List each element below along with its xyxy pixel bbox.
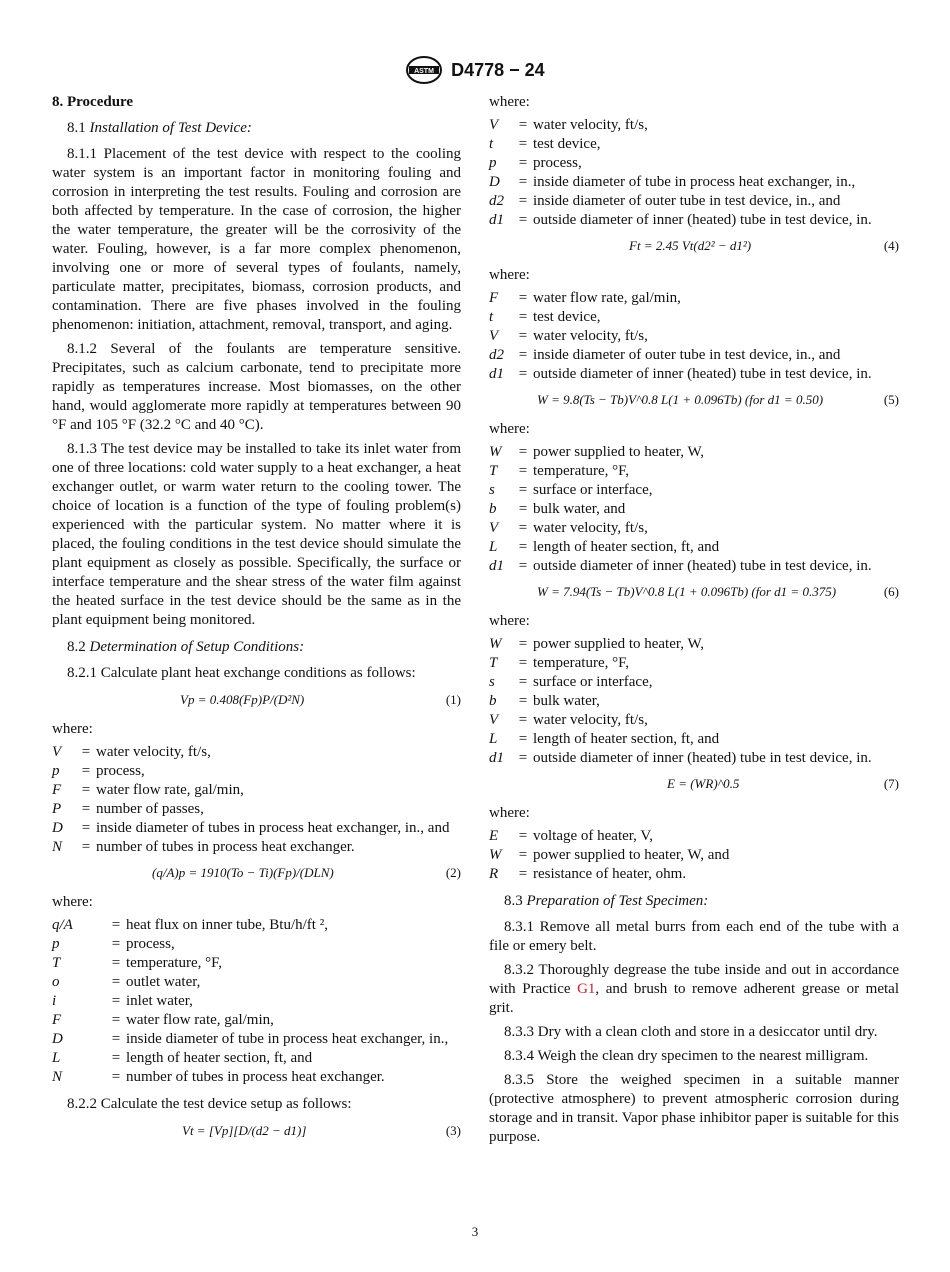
definition: d1 = outside diameter of inner (heated) tube in test device, in. (489, 366, 872, 382)
where-label: where: (489, 267, 530, 283)
definition: F = water flow rate, gal/min, (52, 1012, 274, 1028)
definition: F = water flow rate, gal/min, (489, 290, 681, 306)
subsection-8-1: 8.1 Installation of Test Device: (67, 120, 252, 136)
where-label: where: (489, 613, 530, 629)
paragraph-8-1-2: 8.1.2 Several of the foulants are temperature sensitive. Precipitates, such as calcium carbonate, tend to precipitate more rapidly as temperatures increase. Most biomasses, on the other hand, would agglomerate more rapidly at temperatures between 90 °F and 105 °F (32.2 °C and 40 °C). (52, 341, 461, 433)
definition: L = length of heater section, ft, and (52, 1050, 313, 1066)
definitions-eq2 (52, 916, 461, 1087)
definition: T = temperature, °F, (489, 463, 630, 479)
definition: D = inside diameter of tube in process heat exchanger, in., (489, 174, 856, 190)
document-id: D4778 − 24 (451, 59, 545, 80)
logo-text: ASTM (414, 68, 435, 75)
paragraph-8-3-5: 8.3.5 Store the weighed specimen in a suitable manner (protective atmosphere) to prevent atmospheric corrosion during storage and in transit. Vapor phase inhibitor paper is suitable for this purpose. (489, 1072, 899, 1145)
definitions-eq6 (489, 635, 899, 768)
subsection-8-2: 8.2 Determination of Setup Conditions: (67, 639, 305, 655)
equation-2: (q/A)p = 1910(To − Ti)(Fp)/(DLN) (2) (152, 865, 461, 880)
definition: d1 = outside diameter of inner (heated) tube in test device, in. (489, 212, 872, 228)
definition: p = process, (489, 155, 582, 171)
definition: L = length of heater section, ft, and (489, 539, 720, 555)
definition: V = water velocity, ft/s, (52, 744, 211, 760)
definition: t = test device, (489, 309, 601, 325)
definition: D = inside diameter of tubes in process heat exchanger, in., and (52, 820, 450, 836)
definition: p = process, (52, 936, 175, 952)
equation-6: W = 7.94(Ts − Tb)V^0.8 L(1 + 0.096Tb) (for d1 = 0.375) (6) (537, 584, 899, 599)
definition: F = water flow rate, gal/min, (52, 782, 244, 798)
definition: d1 = outside diameter of inner (heated) tube in test device, in. (489, 558, 872, 574)
definition: R = resistance of heater, ohm. (489, 866, 687, 882)
definition: t = test device, (489, 136, 601, 152)
definition: s = surface or interface, (489, 482, 653, 498)
equation-5: W = 9.8(Ts − Tb)V^0.8 L(1 + 0.096Tb) (for d1 = 0.50) (5) (537, 392, 899, 407)
definition: d1 = outside diameter of inner (heated) tube in test device, in. (489, 750, 872, 766)
definitions-eq4 (489, 289, 899, 384)
definitions-eq5 (489, 443, 899, 576)
definition: o = outlet water, (52, 974, 201, 990)
definitions-eq1 (52, 743, 461, 857)
definitions-eq3 (489, 116, 899, 230)
where-label: where: (489, 94, 530, 110)
paragraph-8-3-3: 8.3.3 Dry with a clean cloth and store in a desiccator until dry. (504, 1024, 878, 1040)
paragraph-8-1-3: 8.1.3 The test device may be installed to take its inlet water from one of three locations: cold water supply to a heat exchanger, a heat exchanger outlet, or warm water return to the cooling tower. The choice of location is a function of the type of fouling problem(s) experienced with the particular system. No matter where it is placed, the fouling conditions in the test device should simulate the plant equipment as closely as possible. Specifically, the surface or interface temperature and the shear stress of the water film against the heated surface in the test device should be the same as in the plant equipment being monitored. (52, 441, 461, 628)
left-column (52, 93, 461, 1151)
definitions-eq7 (489, 827, 899, 884)
paragraph-8-3-2: 8.3.2 Thoroughly degrease the tube inside and out in accordance with Practice G1, and brush to remove adherent grease or metal grit. (489, 962, 899, 1016)
definition: E = voltage of heater, V, (489, 828, 654, 844)
definition: q/A = heat flux on inner tube, Btu/h/ft ², (52, 917, 328, 933)
definition: i = inlet water, (52, 993, 193, 1009)
definition: d2 = inside diameter of outer tube in test device, in., and (489, 347, 841, 363)
definition: V = water velocity, ft/s, (489, 520, 648, 536)
definition: W = power supplied to heater, W, (489, 444, 705, 460)
definition: V = water velocity, ft/s, (489, 328, 648, 344)
paragraph-8-3-4: 8.3.4 Weigh the clean dry specimen to the nearest milligram. (504, 1048, 869, 1064)
where-label: where: (52, 721, 93, 737)
equation-7: E = (WR)^0.5 (7) (667, 776, 899, 791)
definition: V = water velocity, ft/s, (489, 117, 648, 133)
definition: T = temperature, °F, (52, 955, 223, 971)
paragraph-8-2-2: 8.2.2 Calculate the test device setup as follows: (67, 1096, 352, 1112)
paragraph-8-2-1: 8.2.1 Calculate plant heat exchange conditions as follows: (67, 665, 416, 681)
page-header (0, 55, 950, 85)
section-heading: 8. Procedure (52, 94, 134, 110)
right-column (489, 93, 899, 1152)
definition: d2 = inside diameter of outer tube in test device, in., and (489, 193, 841, 209)
practice-g1-link[interactable]: G1 (577, 981, 596, 997)
definition: P = number of passes, (52, 801, 204, 817)
equation-1: Vp = 0.408(Fp)P/(D²N) (1) (180, 692, 461, 707)
equation-3: Vt = [Vp][D/(d2 − d1)] (3) (182, 1123, 461, 1138)
subsection-8-3: 8.3 Preparation of Test Specimen: (504, 893, 709, 909)
definition: N = number of tubes in process heat exchanger. (52, 1069, 385, 1085)
where-label: where: (489, 421, 530, 437)
definition: T = temperature, °F, (489, 655, 630, 671)
definition: W = power supplied to heater, W, (489, 636, 705, 652)
paragraph-8-3-1: 8.3.1 Remove all metal burrs from each end of the tube with a file or emery belt. (489, 919, 899, 954)
definition: b = bulk water, (489, 693, 600, 709)
definition: W = power supplied to heater, W, and (489, 847, 730, 863)
astm-logo-icon (405, 55, 443, 85)
definition: L = length of heater section, ft, and (489, 731, 720, 747)
definition: V = water velocity, ft/s, (489, 712, 648, 728)
definition: p = process, (52, 763, 145, 779)
definition: b = bulk water, and (489, 501, 626, 517)
definition: D = inside diameter of tube in process heat exchanger, in., (52, 1031, 449, 1047)
definition: N = number of tubes in process heat exchanger. (52, 839, 355, 855)
paragraph-8-1-1: 8.1.1 Placement of the test device with respect to the cooling water system is an important factor in monitoring fouling and corrosion in interpreting the test results. Fouling and corrosion are both affected by temperature. In the case of corrosion, the higher the water temperature, the greater will be the corrosivity of the water. Fouling, however, is a far more complex phenomenon, involving one or more of several types of foulants, namely, particulate matter, precipitates, biomass, corrosion products, and contamination. There are five phases involved in the fouling phenomenon: initiation, attachment, removal, transport, and aging. (52, 146, 461, 333)
page-number: 3 (471, 1224, 479, 1239)
where-label: where: (52, 894, 93, 910)
equation-4: Ft = 2.45 Vt(d2² − d1²) (4) (629, 238, 899, 253)
definition: s = surface or interface, (489, 674, 653, 690)
where-label: where: (489, 805, 530, 821)
